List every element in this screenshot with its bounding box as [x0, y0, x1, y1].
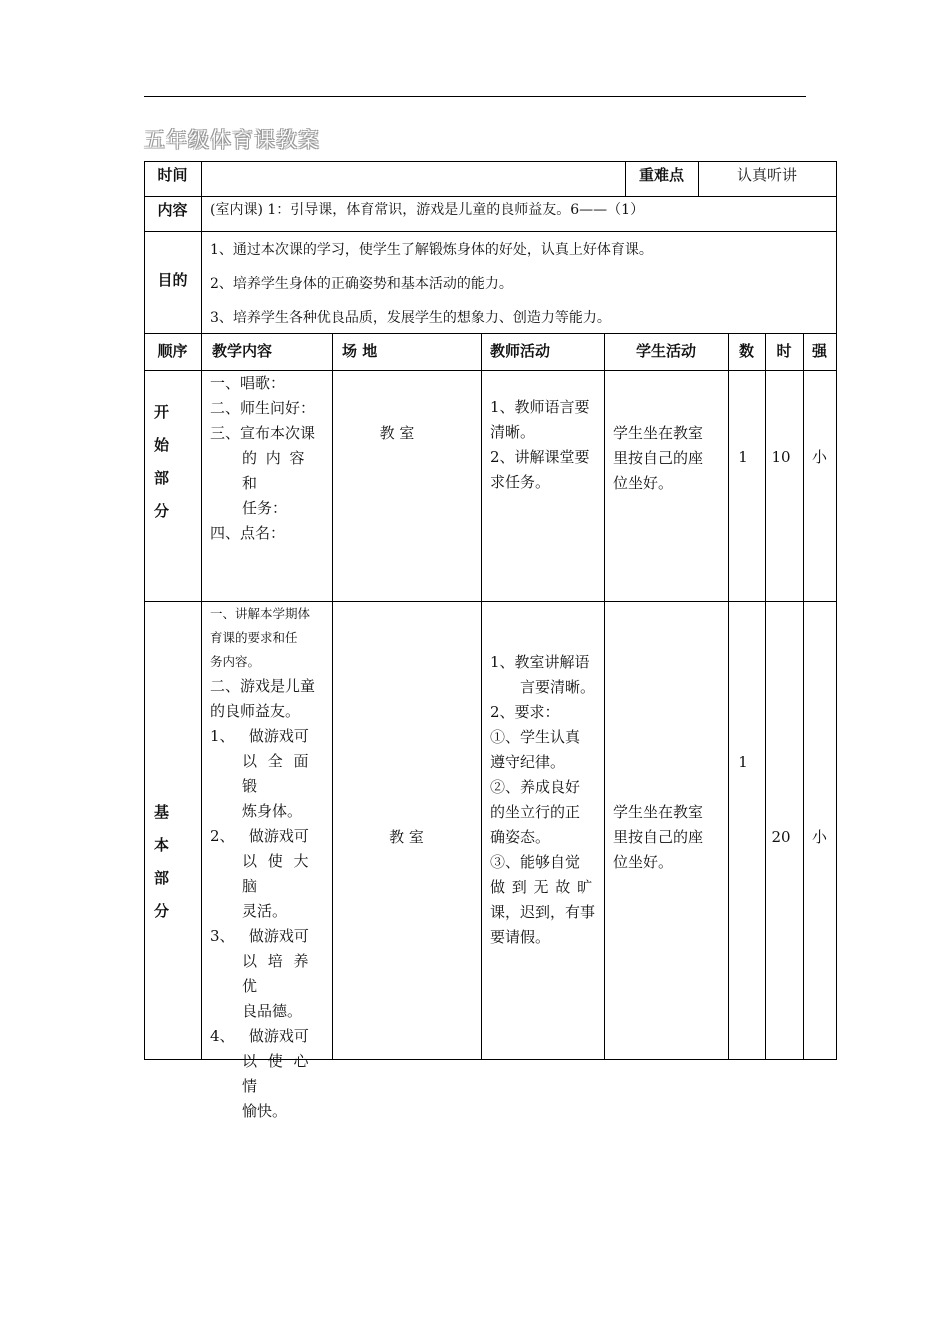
purpose-list [210, 233, 830, 335]
content-value: (室内课) 1：引导课，体育常识，游戏是儿童的良师益友。6——（1） [210, 202, 645, 218]
section-order-opening: 开 始 部 分 [153, 403, 169, 520]
col-header-order: 顺序 [157, 342, 188, 360]
col-header-count: 数 [738, 342, 754, 360]
col-header-content: 教学内容 [212, 342, 273, 360]
document-title: 五年级体育课教案 [144, 128, 320, 152]
section-intensity-main: 小 [811, 828, 827, 846]
key-points-value: 认真听讲 [736, 166, 797, 184]
content-label: 内容 [157, 201, 188, 219]
section-student-opening: 学生坐在教室 里按自己的座 位坐好。 [613, 424, 704, 492]
key-points-label: 重难点 [638, 166, 684, 184]
section-content-opening: 一、唱歌： 二、师生问好： 三、宣布本次课 的 内 容 和 任务： 四、点名： [210, 374, 316, 542]
purpose-item: 2、培养学生身体的正确姿势和基本活动的能力。 [210, 276, 513, 292]
col-header-student: 学生活动 [635, 342, 696, 360]
section-student-main: 学生坐在教室 里按自己的座 位坐好。 [613, 803, 704, 871]
section-order-main: 基 本 部 分 [153, 803, 169, 920]
section-intensity-opening: 小 [811, 448, 827, 466]
section-count-opening: 1 [738, 448, 748, 466]
col-header-intensity: 强 [811, 342, 827, 360]
col-header-teacher: 教师活动 [490, 342, 551, 360]
section-content-main: 一、讲解本学期体 育课的要求和任 务内容。 二、游戏是儿童 的良师益友。 1、 做游戏可 以 全 面 锻 炼身体。 2、 做游戏可 以 使 大 脑 灵活。 3、 做游戏可 以 培 养 优 良品德。 4、 做游戏可 以 使 心 情 愉快。 [210, 606, 316, 1120]
section-teacher-opening: 1、教师语言要 清晰。 2、讲解课堂要 求任务。 [490, 398, 590, 491]
col-header-venue: 场 地 [342, 342, 378, 360]
section-venue-opening: 教 室 [379, 424, 415, 442]
purpose-item: 1、通过本次课的学习，使学生了解锻炼身体的好处，认真上好体育课。 [210, 242, 653, 258]
section-count-main: 1 [738, 753, 748, 771]
time-label: 时间 [157, 166, 188, 184]
purpose-label: 目的 [157, 271, 188, 289]
section-teacher-main: 1、教室讲解语 言要清晰。 2、要求： ①、学生认真 遵守纪律。 ②、养成良好 的坐立行的正 确姿态。 ③、能够自觉 做 到 无 故 旷 课，迟到，有事 要请假。 [490, 653, 596, 946]
top-rule [144, 96, 806, 97]
section-venue-main: 教 室 [389, 828, 424, 846]
purpose-item: 3、培养学生各种优良品质，发展学生的想象力、创造力等能力。 [210, 310, 611, 326]
section-time-opening: 10 [771, 448, 791, 466]
col-header-time: 时 [776, 342, 792, 360]
section-time-main: 20 [771, 828, 791, 846]
